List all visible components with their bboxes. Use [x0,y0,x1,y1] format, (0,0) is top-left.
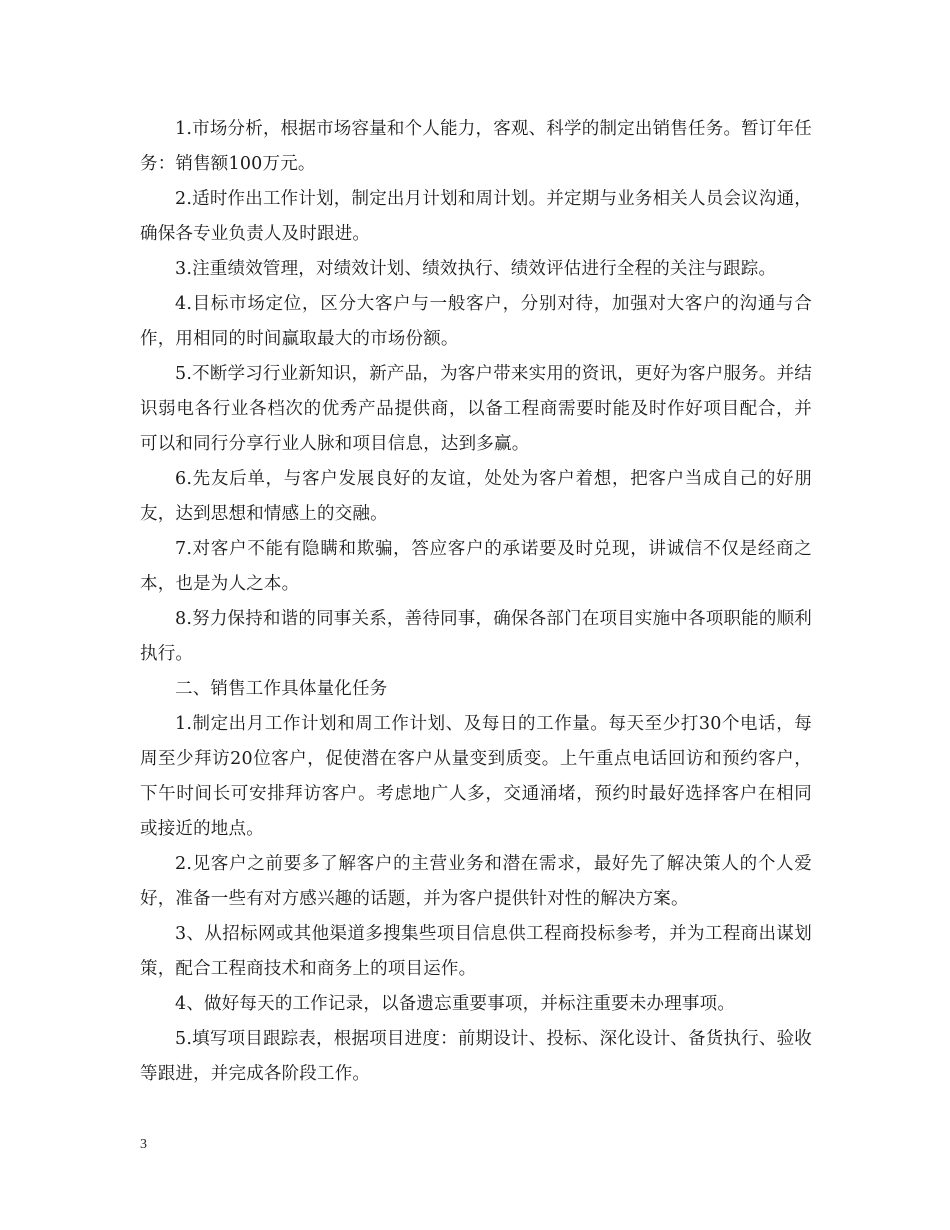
paragraph-work-record: 4、做好每天的工作记录，以备遗忘重要事项，并标注重要未办理事项。 [175,994,736,1014]
paragraph-target-market: 4.目标市场定位，区分大客户与一般客户，分别对待，加强对大客户的沟通与合作，用相同的时间赢取最大的市场份额。 [140,294,812,349]
document-body [140,112,812,1092]
paragraph-know-client: 2.见客户之前要多了解客户的主营业务和潜在需求，最好先了解决策人的个人爱好，准备一些有对方感兴趣的话题，并为客户提供针对性的解决方案。 [140,854,812,909]
paragraph-honesty: 7.对客户不能有隐瞒和欺骗，答应客户的承诺要及时兑现，讲诚信不仅是经商之本，也是为人之本。 [140,539,812,594]
page-number: 3 [140,1137,147,1152]
paragraph-project-tracking: 5.填写项目跟踪表，根据项目进度：前期设计、投标、深化设计、备货执行、验收等跟进，并完成各阶段工作。 [140,1029,812,1084]
paragraph-market-analysis: 1.市场分析，根据市场容量和个人能力，客观、科学的制定出销售任务。暂订年任务：销售额100万元。 [140,119,812,174]
paragraph-friendship-first: 6.先友后单，与客户发展良好的友谊，处处为客户着想，把客户当成自己的好朋友，达到思想和情感上的交融。 [140,469,812,524]
section-heading-quantified-tasks: 二、销售工作具体量化任务 [175,679,388,699]
paragraph-performance-management: 3.注重绩效管理，对绩效计划、绩效执行、绩效评估进行全程的关注与跟踪。 [175,259,777,279]
paragraph-daily-workload: 1.制定出月工作计划和周工作计划、及每日的工作量。每天至少打30个电话，每周至少拜访20位客户，促使潜在客户从量变到质变。上午重点电话回访和预约客户，下午时间长可安排拜访客户。考虑地广人多，交通涌堵，预约时最好选择客户在相同或接近的地点。 [140,714,812,839]
paragraph-project-info: 3、从招标网或其他渠道多搜集些项目信息供工程商投标参考，并为工程商出谋划策，配合工程商技术和商务上的项目运作。 [140,924,812,979]
paragraph-work-plan: 2.适时作出工作计划，制定出月计划和周计划。并定期与业务相关人员会议沟通，确保各专业负责人及时跟进。 [140,189,812,244]
paragraph-colleague-relations: 8.努力保持和谐的同事关系，善待同事，确保各部门在项目实施中各项职能的顺利执行。 [140,609,812,664]
paragraph-continuous-learning: 5.不断学习行业新知识，新产品，为客户带来实用的资讯，更好为客户服务。并结识弱电各行业各档次的优秀产品提供商，以备工程商需要时能及时作好项目配合，并可以和同行分享行业人脉和项目信息，达到多赢。 [140,364,812,454]
